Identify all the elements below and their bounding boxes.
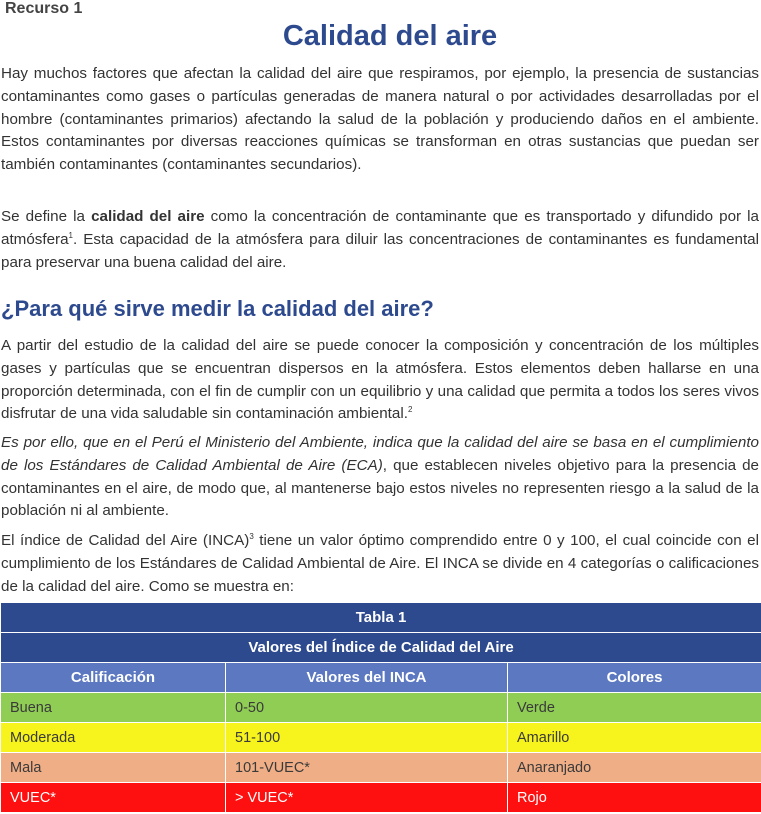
table-cell: Buena <box>1 693 226 723</box>
footnote-ref-2: 2 <box>407 405 413 415</box>
inca-text-after: tiene un valor óptimo comprendido entre 0 y 100, el cual coincide con el cumplimiento de los Estándares de Calidad Ambiental de Aire. El INCA se divide en 4 categorías o calificaciones de la calidad del aire. Como se muestra en: <box>1 532 759 595</box>
table-cell: 0-50 <box>226 693 508 723</box>
resource-label: Recurso 1 <box>5 0 83 17</box>
table-cell: Amarillo <box>508 723 761 753</box>
purpose-text: A partir del estudio de la calidad del aire se puede conocer la composición y concentración de los múltiples gases y partículas que se encuentran dispersos en la atmósfera. Estos elementos deben hallarse en una proporción determinada, con el fin de cumplir con un equilibrio y una calidad que permita a todos los seres vivos disfrutar de una vida saludable sin contaminación ambiental. <box>1 337 759 423</box>
column-header-colors: Colores <box>508 663 761 693</box>
table-cell: VUEC* <box>1 783 226 813</box>
column-header-values: Valores del INCA <box>226 663 508 693</box>
table-cell: Verde <box>508 693 761 723</box>
page-title: Calidad del aire <box>282 20 498 52</box>
footnote-ref-1: 1 <box>68 230 73 240</box>
table-label: Tabla 1 <box>1 603 761 633</box>
eca-text-after: , que establecen niveles objetivo para la presencia de contaminantes en el aire, de modo que, al mantenerse bajo estos niveles no representen riesgo a la salud de la población ni al ambiente. <box>1 456 759 520</box>
table-cell: Anaranjado <box>508 753 761 783</box>
table-cell: 51-100 <box>226 723 508 753</box>
intro-paragraph: Hay muchos factores que afectan la calidad del aire que respiramos, por ejemplo, la presencia de sustancias contaminantes como gases o partículas generadas de manera natural o por actividades desarrolladas por el hombre (contaminantes primarios) afectando la salud de la población y produciendo daños en el ambiente. Estos contaminantes por diversas reacciones químicas se transforman en otras sustancias que puedan ser también contaminantes (contaminantes secundarios). <box>1 65 759 174</box>
section-heading: ¿Para qué sirve medir la calidad del aire? <box>1 296 434 321</box>
eca-paragraph <box>1 432 759 523</box>
table-cell: 101-VUEC* <box>226 753 508 783</box>
definition-text-after: . Esta capacidad de la atmósfera para diluir las concentraciones de contaminantes es fundamental para preservar una buena calidad del aire. <box>1 230 759 271</box>
table-row <box>1 693 761 723</box>
table-cell: Mala <box>1 753 226 783</box>
table-cell: Moderada <box>1 723 226 753</box>
definition-text-middle: como la concentración de contaminante que es transportado y difundido por la atmósfera <box>1 208 759 248</box>
inca-paragraph <box>1 530 759 598</box>
table-row <box>1 753 761 783</box>
table-cell: Rojo <box>508 783 761 813</box>
column-header-rating: Calificación <box>1 663 226 693</box>
table-title: Valores del Índice de Calidad del Aire <box>1 633 761 663</box>
definition-term: calidad del aire <box>91 208 205 225</box>
table-cell: > VUEC* <box>226 783 508 813</box>
definition-paragraph <box>1 206 759 274</box>
table-row <box>1 723 761 753</box>
footnote-ref-3: 3 <box>249 531 254 541</box>
inca-table <box>0 602 761 813</box>
table-row <box>1 783 761 813</box>
purpose-paragraph <box>1 335 759 426</box>
eca-italic-text: Es por ello, que en el Perú el Ministerio del Ambiente, indica que la calidad del aire se basa en el cumplimiento de los Estándares de Calidad Ambiental de Aire (ECA) <box>1 434 759 474</box>
inca-text-before: El índice de Calidad del Aire (INCA) <box>1 532 250 549</box>
definition-text-before: Se define la <box>1 208 92 225</box>
